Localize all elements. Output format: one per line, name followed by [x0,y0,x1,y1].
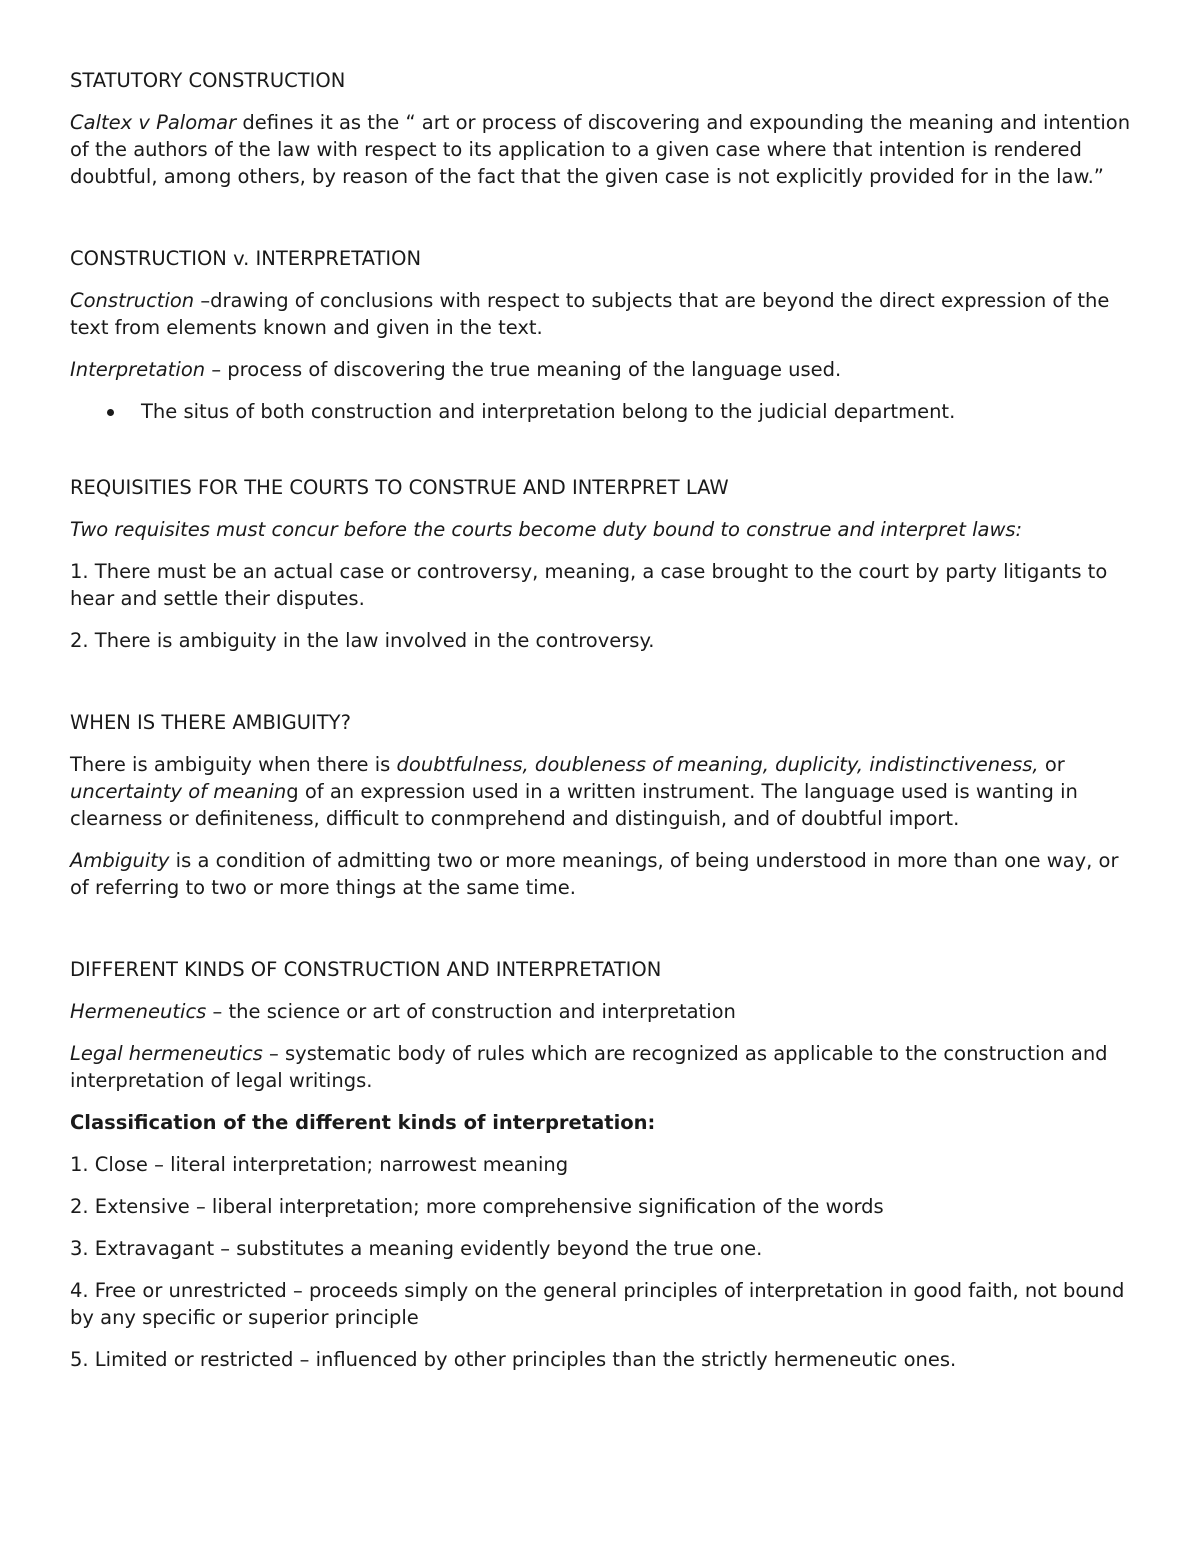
construction-definition [70,287,1140,341]
ambiguity-text-c: g of an expression used in a written instrument. The language used is wanting in clearness or definiteness, difficult to conmprehend and distinguish, and of doubtful import. [70,780,1078,830]
section-ambiguity [70,709,1140,901]
section-kinds [70,956,1140,1373]
requisites-intro-text: Two requisites must concur before the courts become duty bound to construe and interpret laws: [70,518,1023,541]
heading-statutory-construction: STATUTORY CONSTRUCTION [70,69,346,92]
ambiguity-paragraph [70,751,1140,832]
bullet-dot-icon [107,409,114,416]
heading-ambiguity: WHEN IS THERE AMBIGUITY? [70,711,351,734]
definition-paragraph [70,109,1140,190]
classification-item-4: 4. Free or unrestricted – proceeds simply on the general principles of interpretation in good faith, not bound by any specific or superior principle [70,1279,1125,1329]
ambiguity-term: Ambiguity [70,849,170,872]
ambiguity-text-a: There is ambiguity when there is [70,753,397,776]
bullet-list [70,398,1140,425]
classification-item-1: 1. Close – literal interpretation; narrowest meaning [70,1153,569,1176]
case-name: Caltex v Palomar [70,111,237,134]
requisite-item-1: 1. There must be an actual case or controversy, meaning, a case brought to the court by party litigants to hear and settle their disputes. [70,560,1108,610]
ambiguity-terms-2: uncertainty of meanin [70,780,287,803]
classification-item-5: 5. Limited or restricted – influenced by other principles than the strictly hermeneutic ones. [70,1348,957,1371]
hermeneutics-term: Hermeneutics [70,1000,207,1023]
hermeneutics-text: – the science or art of construction and interpretation [206,1000,736,1023]
classification-item-3: 3. Extravagant – substitutes a meaning evidently beyond the true one. [70,1237,763,1260]
bullet-text: The situs of both construction and interpretation belong to the judicial department. [141,400,956,423]
heading-requisites: REQUISITIES FOR THE COURTS TO CONSTRUE AND INTERPRET LAW [70,476,729,499]
requisites-intro [70,516,1140,543]
ambiguity-definition-text: is a condition of admitting two or more meanings, of being understood in more than one way, or of referring to two or more things at the same time. [70,849,1119,899]
heading-kinds: DIFFERENT KINDS OF CONSTRUCTION AND INTERPRETATION [70,958,662,981]
construction-term: Construction [70,289,195,312]
legal-hermeneutics-text: – systematic body of rules which are recognized as applicable to the construction and interpretation of legal writings. [70,1042,1108,1092]
classification-item-2: 2. Extensive – liberal interpretation; more comprehensive signification of the words [70,1195,884,1218]
interpretation-term: Interpretation [70,358,206,381]
classification-heading: Classification of the different kinds of interpretation: [70,1111,656,1134]
ambiguity-definition [70,847,1140,901]
interpretation-text: – process of discovering the true meaning of the language used. [205,358,842,381]
interpretation-definition [70,356,1140,383]
construction-text: –drawing of conclusions with respect to subjects that are beyond the direct expression of the text from elements known and given in the text. [70,289,1110,339]
ambiguity-text-b: or [1038,753,1065,776]
definition-text: defines it as the “ art or process of discovering and expounding the meaning and intention of the authors of the law with respect to its application to a given case where that intention is rendered doubtful, among others, by reason of the fact that the given case is not explicitly provided for in the law.” [70,111,1131,188]
requisite-item-2: 2. There is ambiguity in the law involved in the controversy. [70,629,655,652]
bullet-item [70,398,1140,425]
legal-hermeneutics-definition [70,1040,1140,1094]
ambiguity-terms-1: doubtfulness, doubleness of meaning, duplicity, indistinctiveness, [396,753,1039,776]
legal-hermeneutics-term: Legal hermeneutics [70,1042,263,1065]
hermeneutics-definition [70,998,1140,1025]
heading-construction-vs-interpretation: CONSTRUCTION v. INTERPRETATION [70,247,422,270]
section-requisites [70,474,1140,654]
section-statutory-construction [70,67,1140,190]
section-construction-vs-interpretation [70,245,1140,425]
